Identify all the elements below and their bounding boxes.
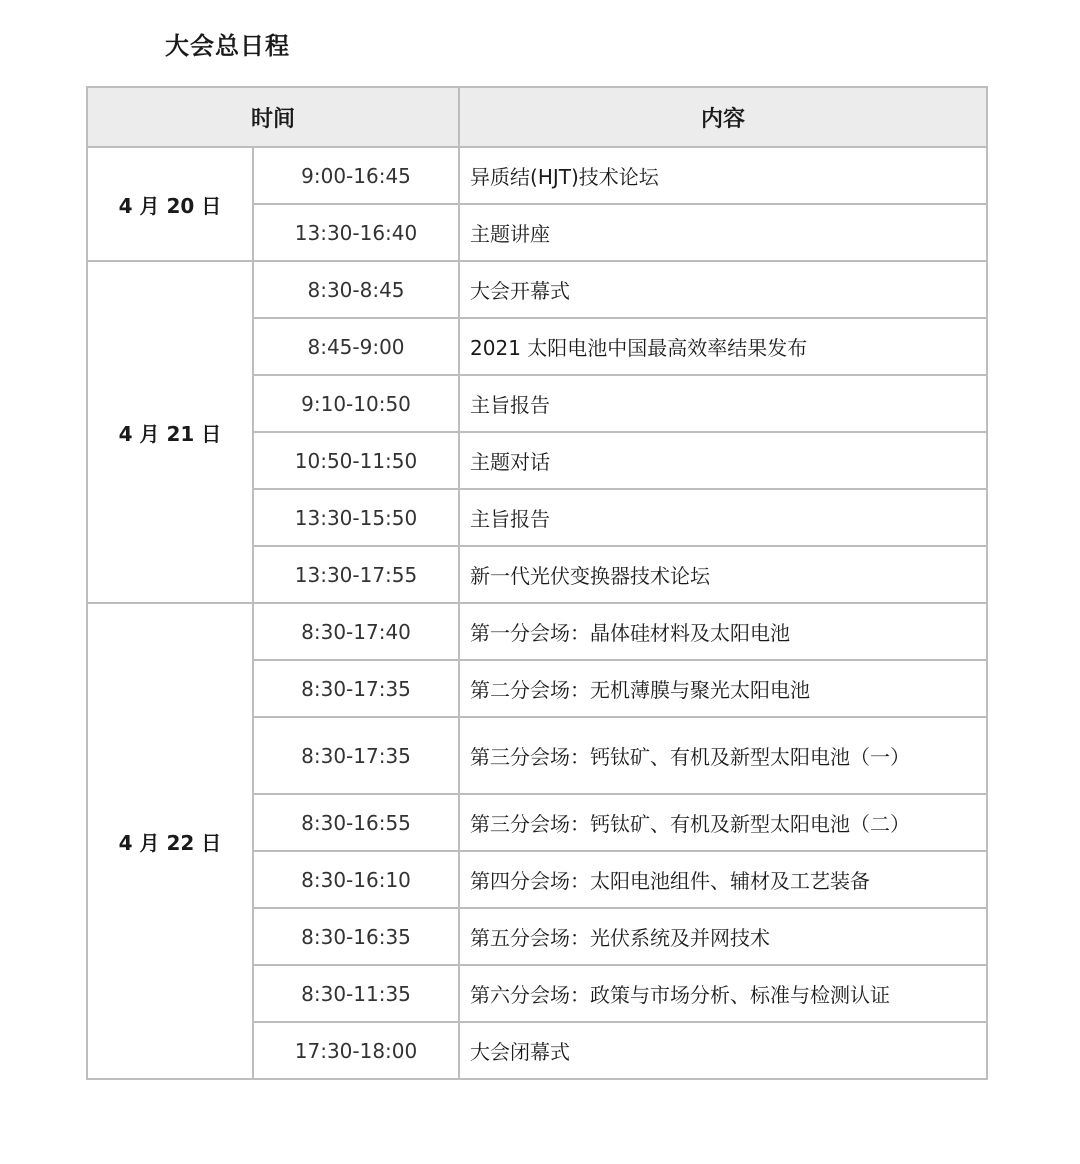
- day-date: 4 月 22 日: [87, 603, 253, 1079]
- session-content: 第五分会场：光伏系统及并网技术: [459, 908, 987, 965]
- session-time: 17:30-18:00: [253, 1022, 459, 1079]
- session-time: 8:30-16:55: [253, 794, 459, 851]
- session-content: 新一代光伏变换器技术论坛: [459, 546, 987, 603]
- session-content: 2021 太阳电池中国最高效率结果发布: [459, 318, 987, 375]
- session-content: 第二分会场：无机薄膜与聚光太阳电池: [459, 660, 987, 717]
- session-time: 8:30-11:35: [253, 965, 459, 1022]
- session-time: 9:10-10:50: [253, 375, 459, 432]
- header-time: 时间: [87, 87, 459, 147]
- session-time: 8:45-9:00: [253, 318, 459, 375]
- session-time: 8:30-16:35: [253, 908, 459, 965]
- session-time: 13:30-17:55: [253, 546, 459, 603]
- session-content: 第四分会场：太阳电池组件、辅材及工艺装备: [459, 851, 987, 908]
- table-row: [87, 261, 987, 318]
- session-content: 主题讲座: [459, 204, 987, 261]
- session-time: 13:30-16:40: [253, 204, 459, 261]
- session-content: 第六分会场：政策与市场分析、标准与检测认证: [459, 965, 987, 1022]
- session-content: 主旨报告: [459, 489, 987, 546]
- session-time: 10:50-11:50: [253, 432, 459, 489]
- session-time: 8:30-17:40: [253, 603, 459, 660]
- session-time: 8:30-8:45: [253, 261, 459, 318]
- session-content: 异质结(HJT)技术论坛: [459, 147, 987, 204]
- session-content: 第三分会场：钙钛矿、有机及新型太阳电池（二）: [459, 794, 987, 851]
- day-date: 4 月 21 日: [87, 261, 253, 603]
- session-content: 第三分会场：钙钛矿、有机及新型太阳电池（一）: [459, 717, 987, 794]
- header-content: 内容: [459, 87, 987, 147]
- session-content: 主旨报告: [459, 375, 987, 432]
- session-time: 13:30-15:50: [253, 489, 459, 546]
- session-content: 第一分会场：晶体硅材料及太阳电池: [459, 603, 987, 660]
- table-row: [87, 603, 987, 660]
- session-content: 主题对话: [459, 432, 987, 489]
- day-date: 4 月 20 日: [87, 147, 253, 261]
- header-row: [87, 87, 987, 147]
- session-time: 8:30-16:10: [253, 851, 459, 908]
- page-title: 大会总日程: [165, 32, 290, 60]
- session-content: 大会闭幕式: [459, 1022, 987, 1079]
- schedule-body: [87, 147, 987, 1079]
- session-time: 8:30-17:35: [253, 660, 459, 717]
- session-time: 9:00-16:45: [253, 147, 459, 204]
- session-content: 大会开幕式: [459, 261, 987, 318]
- schedule-table: [86, 86, 988, 1080]
- session-time: 8:30-17:35: [253, 717, 459, 794]
- table-row: [87, 147, 987, 204]
